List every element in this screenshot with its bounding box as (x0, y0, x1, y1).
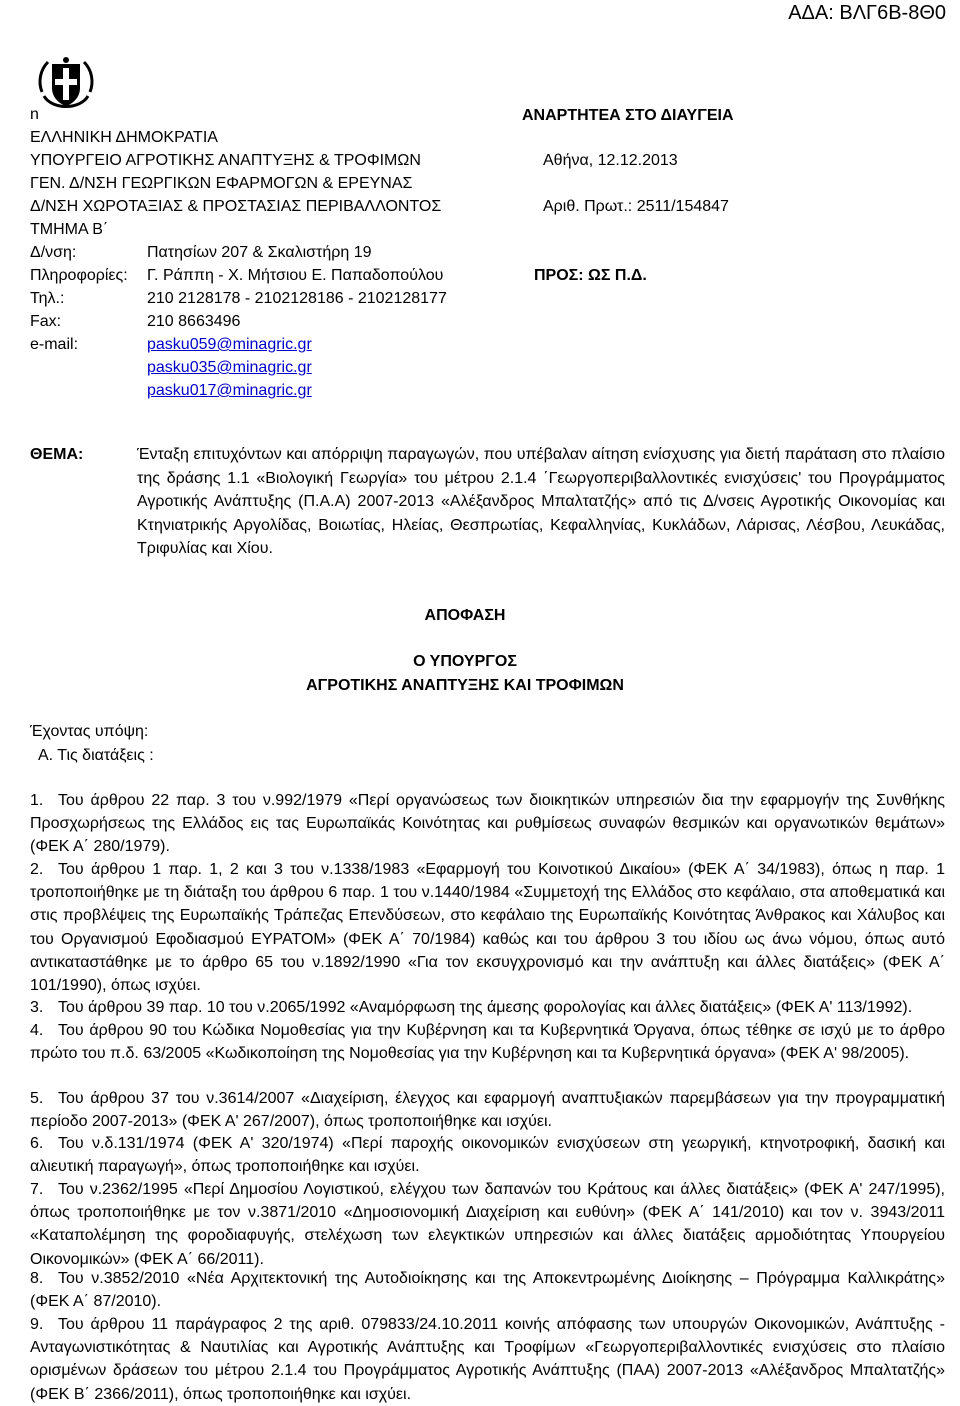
list-item (30, 1267, 945, 1313)
header-ministry: ΥΠΟΥΡΓΕΙΟ ΑΓΡΟΤΙΚΗΣ ΑΝΑΠΤΥΞΗΣ & ΤΡΟΦΙΜΩΝ (30, 152, 421, 169)
section-a-heading: Α. Τις διατάξεις : (38, 747, 154, 764)
list-item-number: 1. (30, 792, 44, 809)
email-link-1[interactable]: pasku059@minagric.gr (147, 336, 312, 353)
list-item-number: 7. (30, 1181, 44, 1198)
list-item (30, 1178, 945, 1271)
list-item-text: Του άρθρου 22 παρ. 3 του ν.992/1979 «Περί οργανώσεως των διοικητικών υπηρεσιών δια την εφαρμογήν της Συνθήκης Προσχωρήσεως της Ελλάδος εις τας Ευρωπαϊκάς Κοινότητας και ρυθμίσεως συναφών θεσμικών και οργανωτικών θεμάτων» (ΦΕΚ Α΄ 280/1979). (30, 792, 945, 856)
list-item-text: Του άρθρου 1 παρ. 1, 2 και 3 του ν.1338/1983 «Εφαρμογή του Κοινοτικού Δικαίου» (ΦΕΚ Α΄ 34/1983), όπως η παρ. 1 τροποποιήθηκε με τη διάταξη του άρθρου 6 παρ. 1 του ν.1440/1984 «Συμμετοχή της Ελλάδος στο κεφάλαιο, στα αποθεματικά και στις προβλέψεις της Ευρωπαϊκής Τράπεζας Επενδύσεων, στο κεφάλαιο της Ευρωπαϊκής Κοινότητας Άνθρακος και Χάλυβος και του Οργανισμού Εφοδιασμού ΕΥΡΑΤΟΜ» (ΦΕΚ Α΄ 70/1984) καθώς και του άρθρου 3 του ιδίου ως άνω νόμου, όπως αυτό αντικαταστάθηκε με το άρθρο 65 του ν.1892/1990 «Για τον εκσυγχρονισμό και την ανάπτυξη και άλλες διατάξεις» (ΦΕΚ Α΄ 101/1990), όπως ισχύει. (30, 861, 945, 995)
fax-value: 210 8663496 (147, 313, 241, 330)
greek-coat-of-arms-icon (34, 52, 98, 116)
info-value: Γ. Ράππη - Χ. Μήτσιου Ε. Παπαδοπούλου (147, 267, 444, 284)
subject-text: Ένταξη επιτυχόντων και απόρριψη παραγωγών, που υπέβαλαν αίτηση ενίσχυσης για διετή παράταση στο πλαίσιο της δράσης 1.1 «Βιολογική Γεωργία» του μέτρου 2.1.4 ΄Γεωργοπεριβαλλοντικές ενισχύσεις' του Προγράμματος Αγροτικής Ανάπτυξης (Π.Α.Α) 2007-2013 «Αλέξανδρος Μπαλτατζής» από τις Δ/νσεις Αγροτικής Οικονομίας και Κτηνιατρικής Αργολίδας, Βοιωτίας, Ηλείας, Θεσπρωτίας, Κεφαλληνίας, Κυκλάδων, Λάρισας, Λέσβου, Λευκάδας, Τριφυλίας και Χίου. (137, 446, 945, 557)
list-item-text: Του άρθρου 37 του ν.3614/2007 «Διαχείριση, έλεγχος και εφαρμογή αναπτυξιακών παρεμβάσεων για την προγραμματική περίοδο 2007-2013» (ΦΕΚ Α' 267/2007), όπως τροποποιήθηκε και ισχύει. (30, 1090, 945, 1131)
list-item-text: Του ν.3852/2010 «Νέα Αρχιτεκτονική της Αυτοδιοίκησης και της Αποκεντρωμένης Διοίκησης – Πρόγραμμα Καλλικράτης» (ΦΕΚ Α΄ 87/2010). (30, 1270, 945, 1311)
list-item-number: 2. (30, 861, 44, 878)
list-item (30, 1019, 945, 1065)
having-regard: Έχοντας υπόψη: (30, 723, 149, 740)
list-item (30, 1087, 945, 1133)
tel-label: Τηλ.: (30, 290, 65, 307)
protocol-number: Αριθ. Πρωτ.: 2511/154847 (543, 198, 729, 215)
list-item (30, 858, 945, 997)
list-item-number: 6. (30, 1135, 44, 1152)
header-general-directorate: ΓΕΝ. Δ/ΝΣΗ ΓΕΩΡΓΙΚΩΝ ΕΦΑΡΜΟΓΩΝ & ΕΡΕΥΝΑΣ (30, 175, 413, 192)
fax-label: Fax: (30, 313, 62, 330)
list-item-number: 8. (30, 1270, 44, 1287)
header-directorate: Δ/ΝΣΗ ΧΩΡΟΤΑΞΙΑΣ & ΠΡΟΣΤΑΣΙΑΣ ΠΕΡΙΒΑΛΛΟΝΤΟΣ (30, 198, 442, 215)
date: Αθήνα, 12.12.2013 (543, 152, 678, 169)
ada-code: ΑΔΑ: ΒΛΓ6Β-8Θ0 (788, 2, 946, 24)
address-value: Πατησίων 207 & Σκαλιστήρη 19 (147, 244, 372, 261)
list-item-text: Του ν.2362/1995 «Περί Δημοσίου Λογιστικού, ελέγχου των δαπανών του Κράτους και άλλες διατάξεις» (ΦΕΚ Α' 247/1995), όπως τροποποιήθηκε με τον ν.3871/2010 «Δημοσιονομική Διαχείριση και ευθύνη» (ΦΕΚ Α΄ 141/2010) και τον ν. 3943/2011 «Καταπολέμηση της φοροδιαφυγής, στελέχωση των ελεγκτικών υπηρεσιών και άλλες διατάξεις αρμοδιότητας Υπουργείου Οικονομικών» (ΦΕΚ Α΄ 66/2011). (30, 1181, 945, 1268)
list-item-text: Του ν.δ.131/1974 (ΦΕΚ Α' 320/1974) «Περί παροχής οικονομικών ενισχύσεων στη γεωργική, κτηνοτροφική, δασική και αλιευτική παραγωγή», όπως τροποποιήθηκε και ισχύει. (30, 1135, 945, 1176)
list-item-text: Του άρθρου 90 του Κώδικα Νομοθεσίας για την Κυβέρνηση και τα Κυβερνητικά Όργανα, όπως τέθηκε σε ισχύ με το άρθρο πρώτο του π.δ. 63/2005 «Κωδικοποίηση της Νομοθεσίας για την Κυβέρνηση και τα Κυβερνητικά όργανα» (ΦΕΚ Α' 98/2005). (30, 1022, 945, 1063)
tel-value: 210 2128178 - 2102128186 - 2102128177 (147, 290, 447, 307)
recipients: ΠΡΟΣ: ΩΣ Π.Δ. (534, 267, 647, 284)
list-item (30, 1313, 945, 1406)
list-item-number: 5. (30, 1090, 44, 1107)
list-item (30, 789, 945, 859)
list-item-number: 9. (30, 1316, 44, 1333)
post-to-diavgeia: ΑΝΑΡΤΗΤΕΑ ΣΤΟ ΔΙΑΥΓΕΙΑ (522, 107, 734, 124)
minister-title: Ο ΥΠΟΥΡΓΟΣ (413, 653, 517, 670)
email-link-2[interactable]: pasku035@minagric.gr (147, 359, 312, 376)
header-department: ΤΜΗΜΑ Β΄ (30, 221, 109, 238)
list-item-number: 4. (30, 1022, 44, 1039)
list-item-number: 3. (30, 999, 44, 1016)
header-letter: n (30, 106, 39, 123)
list-item-text: Του άρθρου 11 παράγραφος 2 της αριθ. 079833/24.10.2011 κοινής απόφασης των υπουργών Οικονομικών, Ανάπτυξης - Ανταγωνιστικότητας & Ναυτιλίας και Αγροτικής Ανάπτυξης και Τροφίμων «Γεωργοπεριβαλλοντικές ενισχύσεις στο πλαίσιο ορισμένων δράσεων του μέτρου 2.1.4 του Προγράμματος Αγροτικής Ανάπτυξης (ΠΑΑ) 2007-2013 «Αλέξανδρος Μπαλτατζής» (ΦΕΚ Β΄ 2366/2011), όπως τροποποιήθηκε και ισχύει. (30, 1316, 945, 1403)
email-label: e-mail: (30, 336, 79, 353)
list-item-text: Του άρθρου 39 παρ. 10 του ν.2065/1992 «Αναμόρφωση της άμεσης φορολογίας και άλλες διατάξεις» (ΦΕΚ Α' 113/1992). (58, 999, 913, 1016)
list-item (30, 996, 945, 1019)
info-label: Πληροφορίες: (30, 267, 128, 284)
address-label: Δ/νση: (30, 244, 77, 261)
list-item (30, 1132, 945, 1178)
header-republic: ΕΛΛΗΝΙΚΗ ΔΗΜΟΚΡΑΤΙΑ (30, 129, 218, 146)
ministry-title: ΑΓΡΟΤΙΚΗΣ ΑΝΑΠΤΥΞΗΣ ΚΑΙ ΤΡΟΦΙΜΩΝ (306, 677, 624, 694)
decision-title: ΑΠΟΦΑΣΗ (424, 607, 506, 624)
email-link-3[interactable]: pasku017@minagric.gr (147, 382, 312, 399)
subject-label: ΘΕΜΑ: (30, 446, 84, 463)
